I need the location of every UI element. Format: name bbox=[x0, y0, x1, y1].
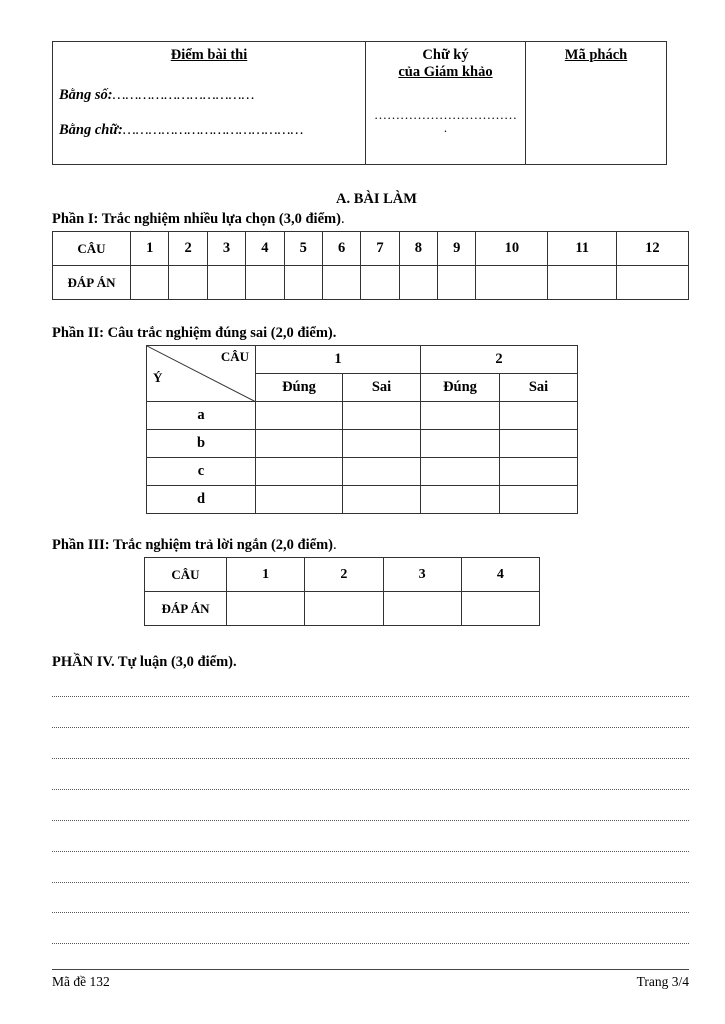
part3-question-number: 3 bbox=[383, 558, 461, 592]
part2-answer-cell[interactable] bbox=[256, 486, 343, 514]
part3-question-number: 2 bbox=[305, 558, 383, 592]
part2-question-header: 2 bbox=[421, 346, 578, 374]
essay-answer-line[interactable] bbox=[52, 912, 689, 913]
part2-answer-cell[interactable] bbox=[256, 430, 343, 458]
part2-corner-cell bbox=[147, 346, 256, 402]
part3-title-end: . bbox=[333, 537, 337, 553]
part1-answer-row bbox=[53, 266, 689, 300]
score-cell bbox=[53, 42, 366, 165]
essay-answer-line[interactable] bbox=[52, 758, 689, 759]
part2-answer-cell[interactable] bbox=[343, 486, 421, 514]
part2-answer-cell[interactable] bbox=[256, 402, 343, 430]
part3-answer-table bbox=[144, 557, 540, 626]
part2-true-header: Đúng bbox=[256, 374, 343, 402]
part1-title-text: Phần I: Trắc nghiệm nhiều lựa chọn (3,0 điểm) bbox=[52, 211, 341, 227]
part2-answer-cell[interactable] bbox=[343, 402, 421, 430]
signature-dots: …………………………… bbox=[374, 107, 517, 122]
part2-item-label: a bbox=[147, 402, 256, 430]
part2-answer-cell[interactable] bbox=[421, 430, 500, 458]
part2-item-label: c bbox=[147, 458, 256, 486]
part1-answer-cell[interactable] bbox=[438, 266, 476, 300]
part4-title: PHẦN IV. Tự luận (3,0 điểm). bbox=[52, 654, 237, 670]
part2-answer-cell[interactable] bbox=[256, 458, 343, 486]
part2-answer-cell[interactable] bbox=[500, 430, 578, 458]
code-cell bbox=[526, 42, 667, 165]
part1-question-number: 3 bbox=[207, 232, 245, 266]
part3-answer-cell[interactable] bbox=[383, 592, 461, 626]
part2-item-row bbox=[147, 458, 578, 486]
footer-exam-code: Mã đề 132 bbox=[52, 974, 110, 989]
part2-item-label: d bbox=[147, 486, 256, 514]
part1-question-number: 5 bbox=[284, 232, 322, 266]
part1-answer-table bbox=[52, 231, 689, 300]
part2-answer-cell[interactable] bbox=[343, 458, 421, 486]
exam-header-box bbox=[52, 41, 667, 165]
part3-answer-row bbox=[145, 592, 540, 626]
part2-answer-cell[interactable] bbox=[343, 430, 421, 458]
part2-answer-cell[interactable] bbox=[500, 458, 578, 486]
part1-answer-cell[interactable] bbox=[399, 266, 437, 300]
part1-answer-cell[interactable] bbox=[169, 266, 207, 300]
signature-cell bbox=[366, 42, 526, 165]
part2-answer-cell[interactable] bbox=[421, 458, 500, 486]
part2-item-row bbox=[147, 402, 578, 430]
score-words-dots: …………………………………… bbox=[122, 122, 304, 138]
score-number-line bbox=[53, 87, 365, 104]
part2-item-label: b bbox=[147, 430, 256, 458]
score-title: Điểm bài thi bbox=[170, 47, 248, 63]
essay-answer-line[interactable] bbox=[52, 851, 689, 852]
footer-page-number: Trang 3/4 bbox=[636, 974, 689, 989]
part2-corner-question-label: CÂU bbox=[220, 349, 249, 364]
part1-question-number: 11 bbox=[548, 232, 616, 266]
essay-answer-line[interactable] bbox=[52, 789, 689, 790]
part1-question-number: 7 bbox=[361, 232, 399, 266]
essay-answer-line[interactable] bbox=[52, 727, 689, 728]
part1-answer-cell[interactable] bbox=[616, 266, 688, 300]
signature-title-line1: Chữ ký bbox=[422, 47, 469, 63]
part1-answer-cell[interactable] bbox=[322, 266, 360, 300]
part1-answer-cell[interactable] bbox=[131, 266, 169, 300]
part1-answer-cell[interactable] bbox=[548, 266, 616, 300]
part2-false-header: Sai bbox=[500, 374, 578, 402]
part1-question-number: 2 bbox=[169, 232, 207, 266]
part3-answer-cell[interactable] bbox=[227, 592, 305, 626]
part1-answer-cell[interactable] bbox=[361, 266, 399, 300]
part2-answer-cell[interactable] bbox=[500, 486, 578, 514]
part1-question-number: 10 bbox=[476, 232, 548, 266]
essay-answer-line[interactable] bbox=[52, 696, 689, 697]
score-number-dots: …………………………… bbox=[112, 87, 255, 103]
essay-answer-line[interactable] bbox=[52, 943, 689, 944]
part2-answer-cell[interactable] bbox=[421, 486, 500, 514]
part1-answer-cell[interactable] bbox=[476, 266, 548, 300]
part1-answer-cell[interactable] bbox=[284, 266, 322, 300]
part2-answer-cell[interactable] bbox=[421, 402, 500, 430]
part2-false-header: Sai bbox=[343, 374, 421, 402]
signature-title-line2: của Giám khảo bbox=[398, 64, 493, 80]
part3-question-number: 1 bbox=[227, 558, 305, 592]
score-words-label: Bằng chữ: bbox=[59, 122, 123, 138]
part3-row-label-answer: ĐÁP ÁN bbox=[145, 592, 227, 626]
part3-question-row bbox=[145, 558, 540, 592]
code-title: Mã phách bbox=[564, 47, 628, 63]
part2-title: Phần II: Câu trắc nghiệm đúng sai (2,0 điểm). bbox=[52, 325, 337, 341]
part1-question-number: 8 bbox=[399, 232, 437, 266]
part3-question-number: 4 bbox=[461, 558, 539, 592]
part2-corner-item-label: Ý bbox=[153, 370, 163, 385]
part1-question-number: 6 bbox=[322, 232, 360, 266]
part2-answer-cell[interactable] bbox=[500, 402, 578, 430]
part2-question-header: 1 bbox=[256, 346, 421, 374]
footer-divider bbox=[52, 969, 689, 970]
part3-title bbox=[52, 537, 337, 554]
essay-answer-line[interactable] bbox=[52, 820, 689, 821]
part1-row-label-answer: ĐÁP ÁN bbox=[53, 266, 131, 300]
part1-row-label-question: CÂU bbox=[53, 232, 131, 266]
part1-answer-cell[interactable] bbox=[207, 266, 245, 300]
part3-title-text: Phần III: Trắc nghiệm trả lời ngắn (2,0 điểm) bbox=[52, 537, 333, 553]
part3-row-label-question: CÂU bbox=[145, 558, 227, 592]
part1-question-number: 4 bbox=[246, 232, 284, 266]
part1-question-number: 12 bbox=[616, 232, 688, 266]
part2-item-row bbox=[147, 486, 578, 514]
part1-answer-cell[interactable] bbox=[246, 266, 284, 300]
part3-answer-cell[interactable] bbox=[461, 592, 539, 626]
part1-title-end: . bbox=[340, 211, 345, 227]
essay-answer-line[interactable] bbox=[52, 882, 689, 883]
section-a-title: A. BÀI LÀM bbox=[336, 191, 417, 207]
part2-true-header: Đúng bbox=[421, 374, 500, 402]
part2-item-row bbox=[147, 430, 578, 458]
part1-question-number: 9 bbox=[438, 232, 476, 266]
score-number-label: Bằng số: bbox=[59, 87, 113, 103]
part2-answer-table bbox=[146, 345, 578, 514]
score-words-line bbox=[53, 122, 365, 139]
part1-question-number: 1 bbox=[131, 232, 169, 266]
part3-answer-cell[interactable] bbox=[305, 592, 383, 626]
part1-question-row bbox=[53, 232, 689, 266]
signature-dot-end: . bbox=[443, 120, 448, 135]
part1-title bbox=[52, 211, 345, 228]
